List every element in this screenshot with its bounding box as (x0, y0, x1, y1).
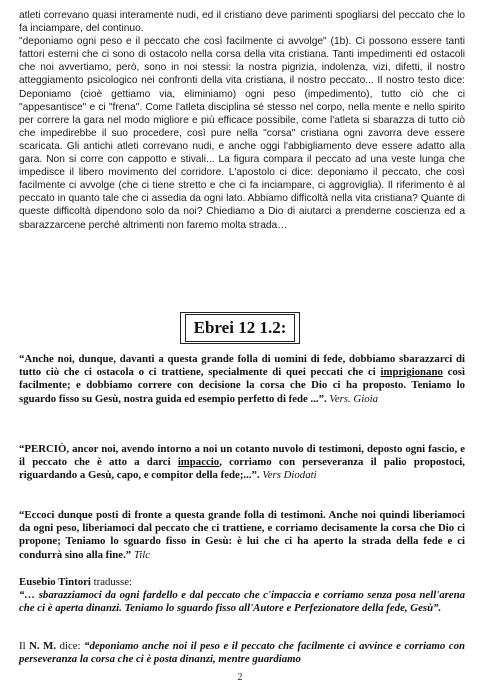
translation-diodati (19, 443, 465, 483)
gioia-version: Vers. Gioia (326, 392, 379, 405)
tilc-text: “Eccoci dunque posti di fronte a questa grande folla di testimoni. Anche noi quindi liberiamoci da ogni peso, liberiamoci dal peccato che ci trattiene, e corriamo decisamente la corsa che Dio ci propone; Teniamo lo sguardo fisso in Gesù: è lui che ci ha aperto la strada della fede e ci condurrà sino alla fine.” (19, 509, 465, 561)
intro-line-1: atleti correvano quasi interamente nudi, ed il cristiano deve parimenti spogliarsi del peccato che lo fa inciampare, del continuo. (19, 10, 465, 35)
section-heading: Ebrei 12 1.2: (185, 314, 296, 342)
translation-tintori (19, 576, 465, 616)
intro-section (19, 9, 465, 232)
nm-quote: “deponiamo anche noi il peso e il peccato che facilmente ci avvince e corriamo con perseveranza la corsa che ci è posta dinanzi, mentre guardiamo (19, 640, 465, 666)
diodati-underlined: impaccio (177, 456, 220, 469)
tintori-tail: tradusse: (90, 576, 132, 588)
translation-tilc (19, 509, 465, 562)
diodati-text-a: “PERCIÒ, ancor noi, avendo intorno a noi un cotanto nuvolo di testimoni, deposto ogni fascio, e il peccato che è atto a darci (19, 443, 465, 469)
tintori-quote: “… sbarazziamoci da ogni fardello e dal peccato che c'impaccia e corriamo senza posa nell'arena che ci è aperta dinanzi. Teniamo lo sguardo fisso all'Autore e Perfezionatore della fede, Gesù”. (19, 589, 465, 615)
diodati-text-b: , corriamo con perseveranza il palio propostoci, riguardando a Gesù, capo, e compitor della fede;...”. (19, 456, 465, 482)
diodati-version: Vers Diodati (259, 469, 317, 482)
tintori-name: Eusebio Tintori (19, 576, 91, 588)
tilc-version: Tilc (131, 548, 151, 561)
nm-pre: Il (19, 640, 30, 652)
page-number: 2 (237, 672, 243, 683)
nm-mid: dice: (56, 640, 85, 652)
gioia-text-a: “Anche noi, dunque, davanti a questa grande folla di uomini di fede, dobbiamo sbarazzarci di tutto ciò che ci ostacola o ci trattiene, specialmente di quei peccati che ci (19, 353, 465, 379)
gioia-text-b: così facilmente; e dobbiamo correre con decisione la corsa che Dio ci ha proposto. Teniamo lo sguardo fisso su Gesù, nostra guida ed esempio perfetto di fede ...”. (19, 366, 465, 405)
gioia-underlined: imprigionano (380, 366, 443, 379)
intro-paragraph-2: "deponiamo ogni peso e il peccato che così facilmente ci avvolge" (1b). Ci possono essere tanti fattori esterni che ci sono di ostacolo nella corsa della vita cristiana. Tanti impedimenti ed ostacoli che noi avvertiamo, però, sono in noi stessi: la nostra pigrizia, indolenza, vizi, difetti, il nostro atteggiamento psicologico nei confronti della vita cristiana, il nostro peccato... Il nostro testo dice: Deponiamo (cioè gettiamo via, eliminiamo) ogni peso (impedimento), tutto ciò che ci "appesantisce" e ci "frena". Come l'atleta disciplina sé stesso nel corpo, nella mente e nello spirito per correre la gara nel modo migliore e più efficace possibile, come l'atleta si sbarazza di tutto ciò che impedirebbe il suo procedere, così pure nella "corsa" cristiana ogni zavorra deve essere scaricata. Gli antichi atleti correvano nudi, e anche oggi l'abbigliamento deve essere adatto alla gara. Non si corre con cappotto e stivali... La figura compara il peccato ad una veste lunga che impedisce il libero movimento del corridore. L'apostolo ci dice: deponiamo il peccato, che così facilmente ci avvolge (che ci tiene stretto e che ci fa inciampare, ci aggroviglia). Il riferimento è al peccato in quanto tale che ci assedia da ogni lato. Abbiamo difficoltà nella vita cristiana? Quante di queste difficoltà dipendono solo da noi? Chiediamo a Dio di aiutarci a prenderne coscienza ed a sbarazzarcene perché altrimenti non faremo molta strada… (19, 36, 465, 231)
nm-name: N. M. (29, 640, 57, 652)
section-heading-box (0, 312, 480, 344)
translation-gioia (19, 353, 465, 406)
translation-nm (19, 640, 465, 666)
